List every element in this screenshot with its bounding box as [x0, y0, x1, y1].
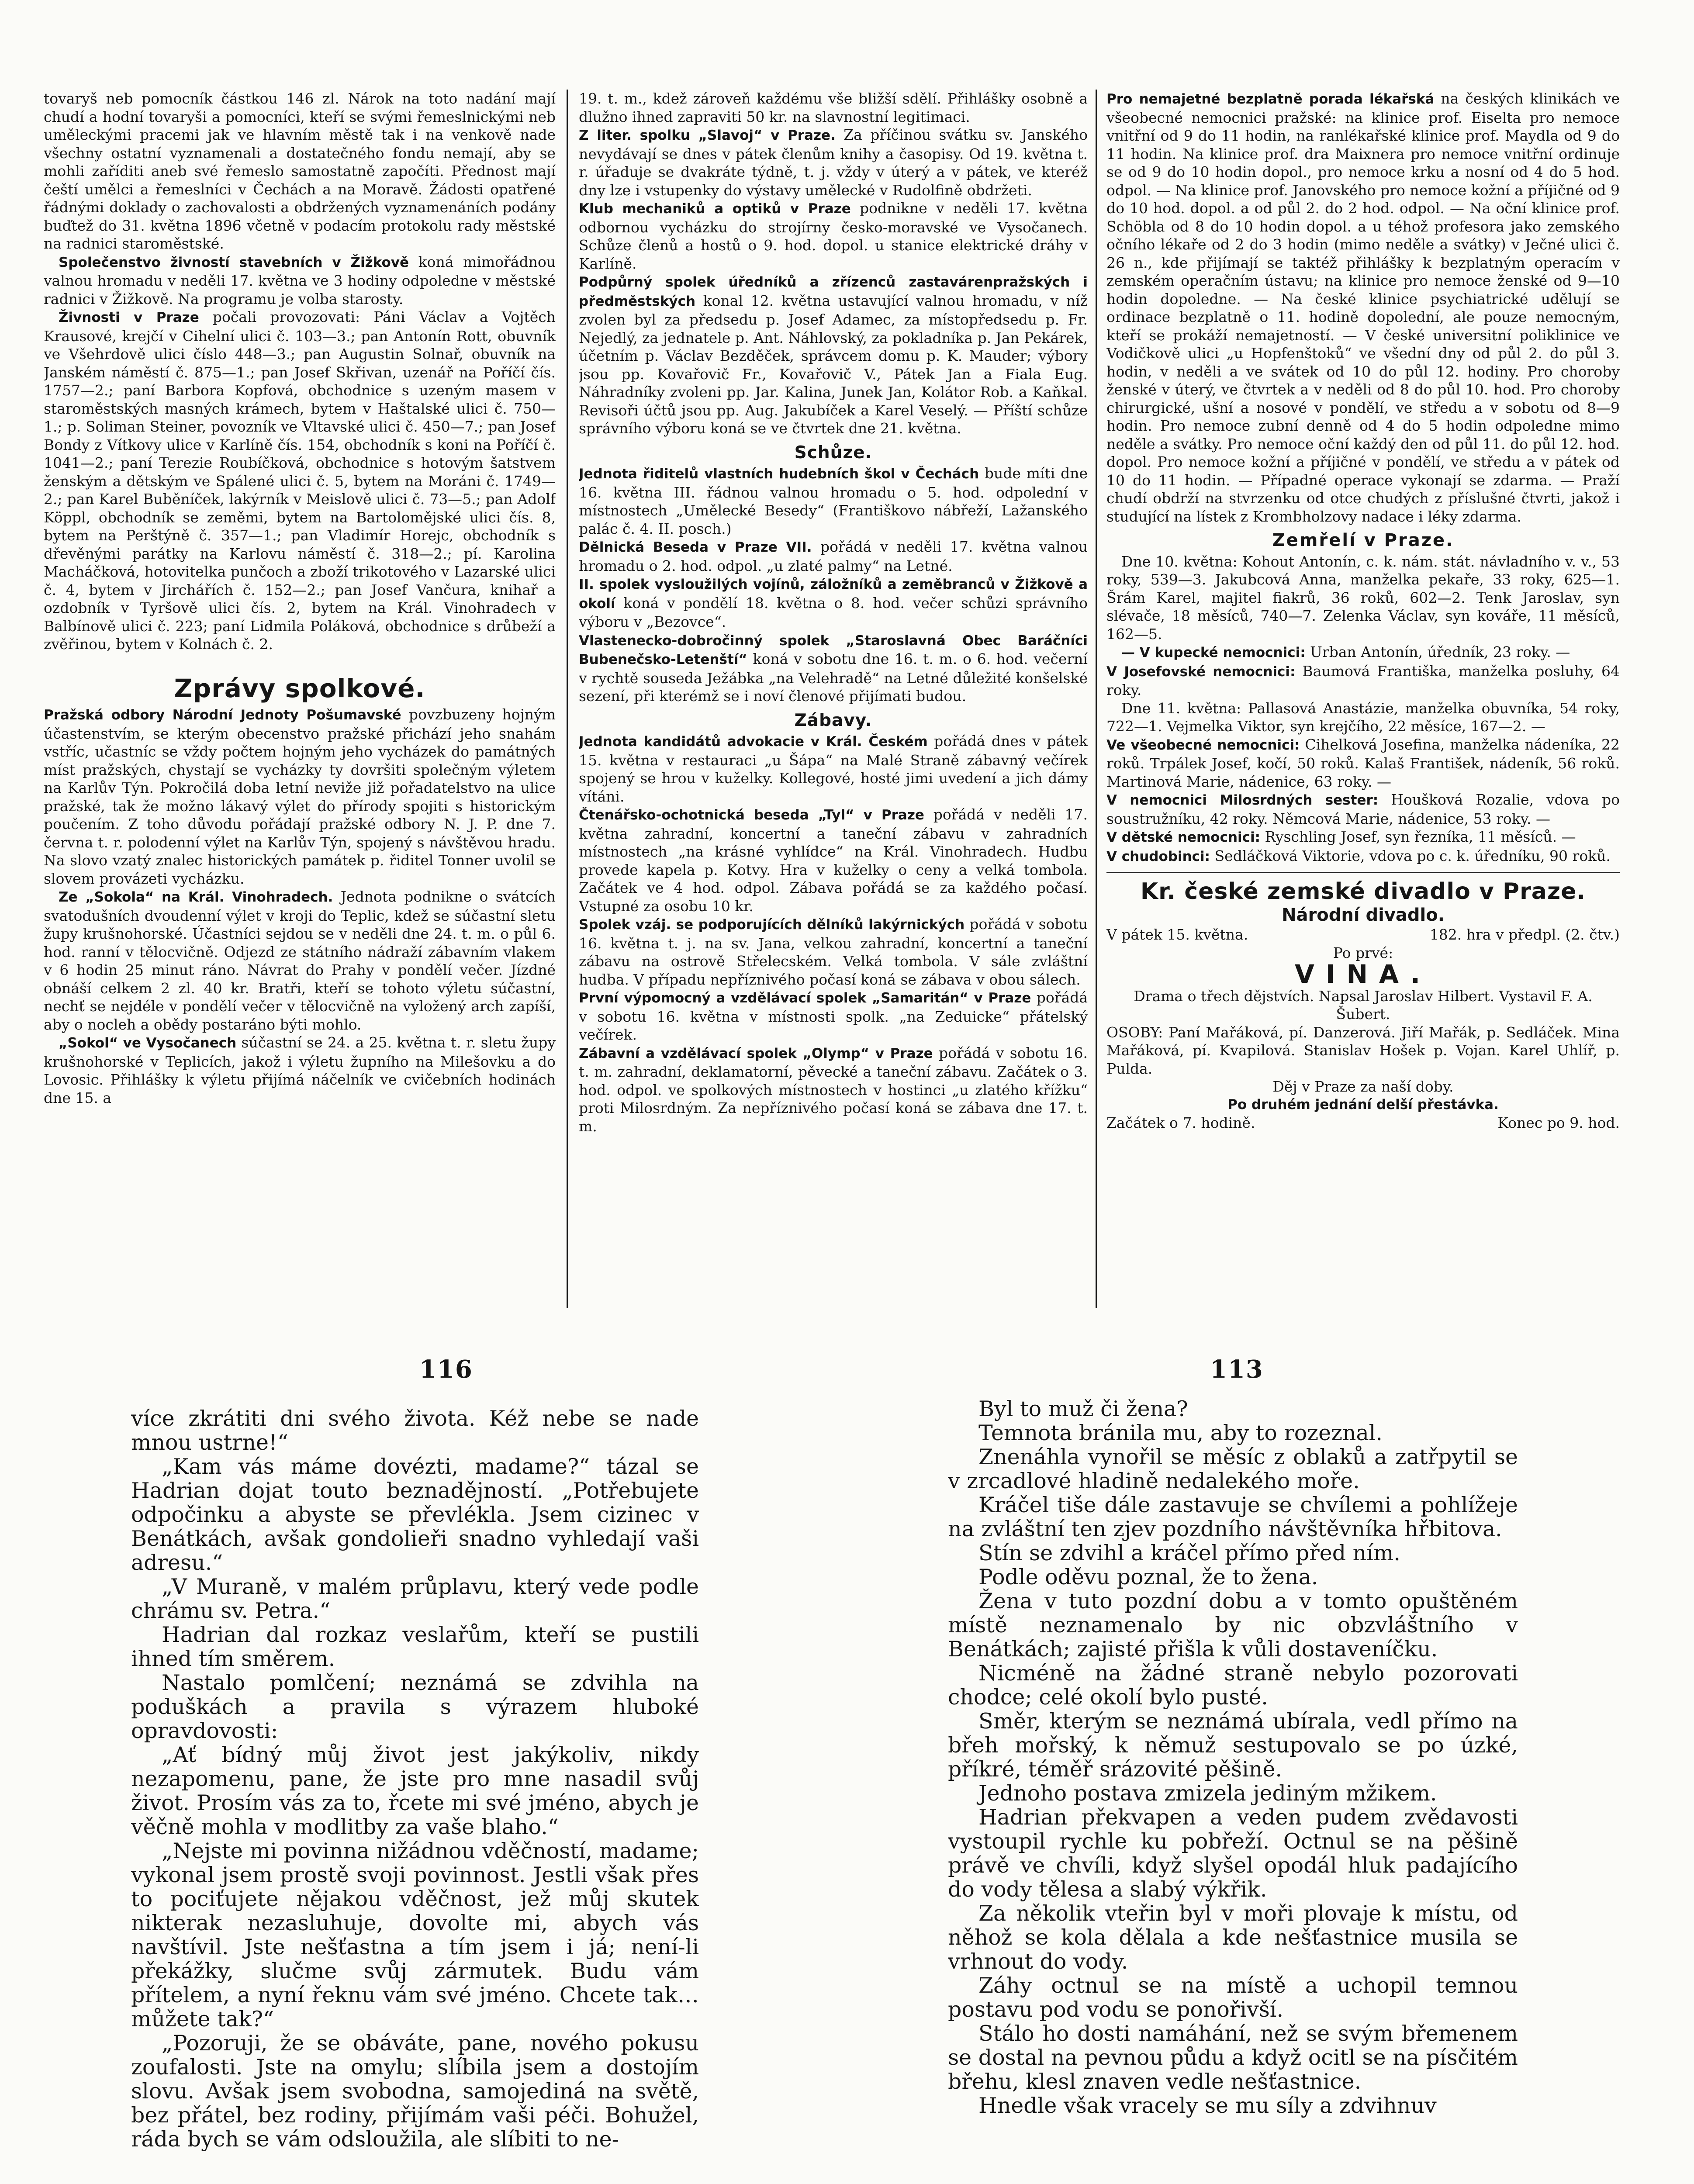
theatre-subtitle: Národní divadlo. — [1282, 905, 1445, 925]
section-heading: Schůze. — [794, 442, 872, 463]
news-item-heading: „Sokol“ ve Vysočanech — [59, 1035, 237, 1051]
novel-paragraph: Nicméně na žádné straně nebylo pozorovati chodce; celé okolí bylo pusté. — [948, 1661, 1518, 1710]
theatre-listing — [1106, 878, 1620, 1132]
news-item-heading: Vlastenecko-dobročinný spolek „Staroslavná Obec Baráčníci Bubenečsko-Letenští“ — [579, 632, 1088, 667]
news-column-3 — [1106, 90, 1620, 1330]
news-item-text: pořádá v neděli 17. května valnou hromadu o 2. hod. odpol. „u zlaté palmy“ na Letné. — [579, 538, 1088, 574]
news-item-heading: Jednota řiditelů vlastních hudebních škol v Čechách — [579, 466, 979, 482]
theatre-subscription: 182. hra v předpl. (2. čtv.) — [1429, 926, 1620, 943]
news-item-text: pořádá v neděli 17. května zahradní, koncertní a taneční zábavu v zahradních místnostech „na krásné vyhlídce“ na Král. Vinohradech. Hudbu provede kapela p. Kotvy. Hra v kuželky o ceny a velká tombola. Začátek ve 4 hod. odpol. Zábava pořádá se za každého počasí. Vstupné za osobu 10 kr. — [579, 806, 1088, 915]
news-item-heading: Živnosti v Praze — [59, 310, 199, 325]
news-item — [1106, 847, 1620, 866]
news-item — [1106, 662, 1620, 699]
novel-paragraph: Žena v tuto pozdní dobu a v tomto opuštěném místě neznamenalo by nic obzvláštního v Benátkách; zajisté přišla k vůli dostaveníčku. — [948, 1589, 1518, 1662]
theatre-rule — [1106, 872, 1620, 873]
novel-paragraph: Hnedle však vracely se mu síly a zdvihnuv — [978, 2093, 1437, 2118]
section-heading: Zábavy. — [794, 710, 872, 730]
news-item-text: koná mimořádnou valnou hromadu v neděli 17. května ve 3 hodiny odpoledne v městské radnici v Žižkově. Na programu je volba starosty. — [44, 253, 556, 308]
news-column-1 — [44, 90, 556, 1321]
news-item-text: Urban Antonín, úředník, 23 roky. — — [1305, 643, 1570, 660]
news-item — [44, 705, 556, 888]
novel-paragraph: Za několik vteřin byl v moři plovaje k místu, od něhož se kola dělala a kde nešťastnice musila se vrhnout do vody. — [948, 1901, 1518, 1974]
news-item-heading: První výpomocný a vzdělávací spolek „Samaritán“ v Praze — [579, 990, 1031, 1006]
novel-paragraph: Stálo ho dosti namáhání, než se svým břemenem se dostal na pevnou půdu a když ocitl se na písčitém břehu, klesl znaven vedle nešťastnice. — [948, 2021, 1518, 2094]
column-rule-2 — [1096, 90, 1097, 1308]
news-item — [44, 308, 556, 653]
novel-page-left — [131, 1406, 699, 2184]
news-item-heading: Zábavní a vzdělávací spolek „Olymp“ v Praze — [579, 1045, 933, 1061]
news-item — [44, 1033, 556, 1107]
play-times — [1106, 1114, 1620, 1132]
news-item — [579, 538, 1088, 575]
play-end: Konec po 9. hod. — [1497, 1114, 1620, 1131]
novel-paragraph: „V Muraně, v malém průplavu, který vede podle chrámu sv. Petra.“ — [131, 1574, 699, 1623]
novel-paragraph: Temnota bránila mu, aby to rozeznal. — [978, 1420, 1383, 1445]
theatre-premiere: Po prvé: — [1333, 944, 1393, 961]
novel-paragraph: Jednoho postava zmizela jediným mžikem. — [978, 1781, 1437, 1806]
news-item — [1106, 828, 1620, 847]
news-item — [579, 732, 1088, 805]
news-item-heading: Ze „Sokola“ na Král. Vinohradech. — [59, 889, 333, 905]
play-intermission: Po druhém jednání delší přestávka. — [1227, 1096, 1499, 1113]
news-item-heading: Klub mechaniků a optiků v Praze — [579, 201, 851, 217]
news-item — [1106, 699, 1620, 736]
news-column-3-text — [1106, 90, 1620, 866]
news-item-text: pořádá v sobotu 16. t. m. zahradní, deklamatorní, pěvecké a taneční zábavu. Začátek o 3. hod. odpol. ve spolkových místnostech v hostinci „u zlatého křížku“ proti Milosrdným. Za nepříznivého počasí koná se zábava dne 17. t. m. — [579, 1044, 1088, 1135]
news-item-heading: V chudobinci: — [1106, 848, 1210, 864]
play-setting: Děj v Praze za naší doby. — [1272, 1078, 1454, 1095]
news-item-text: počali provozovati: Páni Václav a Vojtěch Krausové, krejčí v Cihelní ulici č. 103—3.; pan Antonín Rott, obuvník ve Všehrdově ulici číslo 448—3.; pan Augustin Solnař, obuvník na Janském náměstí č. 875—1.; pan Josef Skřivan, uzenář na Poříčí čís. 1757—2.; paní Barbora Kopfová, obchodnice s uzeným masem v staroměstských masných krámech, bytem v Haštalské ulici č. 750—1.; p. Soliman Steiner, povozník ve Vltavské ulici č. 450—7.; pan Josef Bondy z Vítkovy ulice v Karlíně čís. 154, obchodník s koni na Poříčí č. 1041—2.; paní Terezie Roubíčková, obchodnice s hotovým šatstvem ženským a dětským ve Spálené ulici č. 5, bytem na Moráni č. 1749—2.; pan Karel Buběníček, lakýrník v Meislově ulici č. 73—5.; pan Adolf Köppl, obchodník se zeměmi, bytem na Bartolomějské ulici čís. 8, bytem na Perštýně č. 357—1.; pan Vladimír Horejc, obchodník s dřevěnými parátky na Karlovu náměstí č. 318—2.; pí. Karolina Macháčková, hotovitelka punčoch a zboží trikotového v Lazarské ulici č. 4, bytem v Jirchářích č. 152—2.; pan Josef Vančura, knihař a ozdobník v Tyršově ulici čís. 2, bytem na Král. Vinohradech v Balbínově ulici č. 223; paní Lidmila Poláková, obchodnice s drůbeží a zvěřinou, bytem v Kolnách č. 2. — [44, 308, 556, 653]
novel-paragraph: Hadrian překvapen a veden pudem zvědavosti vystoupil rychle ku pobřeží. Octnul se na pěšině právě ve chvíli, když slyšel opodál hluk padajícího do vody tělesa a slabý výkřik. — [948, 1805, 1518, 1902]
novel-paragraph: Byl to muž či žena? — [978, 1397, 1188, 1421]
news-item-text: Jednota podnikne o svátcích svatodušních dvoudenní výlet v kroji do Teplic, kdež se súčastní sletu župy krušnohorské. Účastníci sejdou se v neděli dne 24. t. m. o půl 6. hod. ranní v tělocvičně. Odjezd ze státního nádraží zábavním vlakem v 6 hodin 25 minut ráno. Návrat do Prahy v pondělí večer. Jízdné obnáší celkem 2 zl. 40 kr. Bratři, kteří se tohoto výletu súčastní, nechť se nejdéle v pondělí večer v tělocvičně na vyložený arch zapíší, aby o nocleh a obědy postaráno býti mohlo. — [44, 888, 556, 1033]
play-cast: OSOBY: Paní Mařáková, pí. Danzerová. Jiří Mařák, p. Sedláček. Mina Mařáková, pí. Kvapilová. Stanislav Hošek p. Vojan. Karel Uhlíř, p. Pulda. — [1106, 1023, 1620, 1077]
news-item-heading: V dětské nemocnici: — [1106, 829, 1261, 845]
page-number-right: 113 — [1210, 1355, 1264, 1384]
news-item-heading: Dělnická Beseda v Praze VII. — [579, 539, 812, 555]
novel-paragraph: více zkrátiti dni svého života. Kéž nebe se nade mnou ustrne!“ — [131, 1406, 699, 1455]
news-item-heading: — V kupecké nemocnici: — [1121, 645, 1306, 660]
news-item-heading: Spolek vzáj. se podporujících dělníků lakýrnických — [579, 917, 965, 933]
news-item — [579, 1044, 1088, 1136]
novel-paragraph: „Kam vás máme dovézti, madame?“ tázal se Hadrian dojat touto beznadějností. „Potřebujete odpočinku a abyste se převlékla. Jsem cizinec v Benátkách, avšak gondolieři snadno vyhledají vaši adresu.“ — [131, 1454, 699, 1575]
news-item — [44, 90, 556, 253]
news-item-text: na českých klinikách ve všeobecné nemocnici pražské: na klinice prof. Eiselta pro nemoce vnitřní od 9 do 11 hodin, na ranlékařské klinice prof. Maydla od 9 do 11 hodin. Na klinice prof. dra Maixnera pro nemoce vnitřní ordinuje se od 9 do 10 hodin dopol., pro nemoce krku a nosní od 4 do 5 hod. odpol. — Na klinice prof. Janovského pro nemoce kožní a příjičné od 9 do 10 hod. dopol. a od půl 2. do 2 hod. odpol. — Na oční klinice prof. Schöbla od 8 do 10 hodin dopol. a u téhož profesora jako zemského očního lékaře od 2 do 3 hodin (mimo neděle a svátky) v Ječné ulici č. 26 n., kde přijímají se taktéž přihlášky k bezplatným operacím v zemském operačním ústavu; na klinice pro nemoce ženské od 9—10 hodin dopoledne. — Na české klinice psychiatrické udělují se ordinace bezplatně o 11. hodině dopolední, ale pouze nemocným, kteří se prokáží nemajetností. — V české universitní poliklinice ve Vodičkově ulici „u Hopfenštoků“ ve všední dny od půl 2. do půl 3. hodin, v neděli a ve svátek od 10 do půl 12. hodiny. Pro choroby ženské v úterý, ve čtvrtek a v neděli od 8 do půl 10. hod. Pro choroby chirurgické, ušní a nosové v pondělí, ve středu a v sobotu od 8—9 hodin. Pro nemoce zubní denně od 4 do 5 hodin odpoledne mimo neděle a svátky. Pro nemoce oční každý den od půl 11. do půl 12. hod. dopol. Pro nemoce kožní a příjičné v pondělí, ve středu a v pátek od 10 do 11 hodin. — Případné operace vykonají se zdarma. — Praží chudí obdrží na stvrzenku od otce chudých z příslušné čtvrti, jakož i studující na lístek z Krombholzovy nadace i léky zdarma. — [1106, 90, 1620, 525]
news-item-text: koná v pondělí 18. května o 8. hod. večer schůzi správního výboru v „Bezovce“. — [579, 594, 1088, 630]
novel-paragraph: „Pozoruji, že se obáváte, pane, nového pokusu zoufalosti. Jste na omylu; slíbila jsem a dostojím slovu. Avšak jsem svobodna, samojediná na světě, bez přátel, bez rodiny, přijímám vaši péči. Bohužel, ráda bych se vám odsloužila, ale slíbiti to ne- — [131, 2031, 699, 2152]
news-item-heading: Jednota kandidátů advokacie v Král. Českém — [579, 734, 928, 750]
news-item-heading: Pro nemajetné bezplatně porada lékařská — [1106, 91, 1435, 107]
novel-paragraph: Znenáhla vynořil se měsíc z oblaků a zatřpytil se v zrcadlové hladině nedalekého moře. — [948, 1444, 1518, 1493]
page-number-left: 116 — [419, 1355, 473, 1384]
news-item-text: pořádá dnes v pátek 15. května v restauraci „u Šápa“ na Malé Straně zábavný večírek spojený se hrou v kuželky. Kollegové, hosté jimi uvedení a jich dámy vítáni. — [579, 733, 1088, 805]
news-item-text: koná v sobotu dne 16. t. m. o 6. hod. večerní v rychtě souseda Ježábka „na Velehradě“ na Letné důležité konšelské sezení, při kterémž se i noví členové přijímati budou. — [579, 650, 1088, 705]
news-item-text: Sedláčková Viktorie, vdova po c. k. úředníku, 90 roků. — [1210, 847, 1611, 864]
news-item-text: pořádá v sobotu 16. května v místnosti spolk. „na Zeduicke“ přátelský večírek. — [579, 989, 1088, 1043]
news-item-heading: Z liter. spolku „Slavoj“ v Praze. — [579, 128, 836, 143]
news-item-heading: Společenstvo živností stavebních v Žižkově — [59, 254, 409, 270]
news-item-text: súčastní se 24. a 25. května t. r. sletu župy krušnohorské v Teplicích, jakož i výletu župního na Milešovku a do Lovosic. Přihlášky k výletu přijímá náčelník ve cvičebních hodinách dne 15. a — [44, 1034, 556, 1106]
news-item — [579, 575, 1088, 631]
news-item-text: konal 12. května ustavující valnou hromadu, v níž zvolen byl za předsedu p. Josef Adamec, za místopředsedu p. Fr. Nejedlý, za jednatele p. Ant. Náhlovský, za pokladníka p. Jan Pekárek, účetním p. Václav Bezděček, správcem domu p. K. Mauder; výbory jsou pp. Kovařovič Fr., Kovařovič V., Pátek Jan a Fiala Eug. Náhradníky zvoleni pp. Jar. Kalina, Junek Jan, Kolátor Rob. a Kaňkal. Revisoři účtů jsou pp. Aug. Jakubíček a Karel Veselý. — Příští schůze správního výboru koná se ve čtvrtek dne 21. května. — [579, 292, 1088, 437]
news-item-text: Houšková Rozalie, vdova po soustružníku, 42 roky. Němcová Marie, nádenice, 53 roky. — — [1106, 791, 1620, 827]
news-item — [579, 126, 1088, 199]
news-item — [579, 805, 1088, 915]
novel-paragraph: Podle oděvu poznal, že to žena. — [978, 1565, 1318, 1590]
news-item — [579, 631, 1088, 705]
news-item — [44, 888, 556, 1033]
news-item-text: Dne 10. května: Kohout Antonín, c. k. nám. stát. návladního v. v., 53 roky, 539—3. Jakubcová Anna, manželka pekaře, 33 roky, 625—1. Šrám Karel, majitel fiakrů, 36 roků, 602—2. Tenk Jaroslav, syn slévače, 18 měsíců, 740—7. Zelenka Václav, syn kováře, 11 měsíců, 162—5. — [1106, 553, 1620, 643]
news-item-text: Dne 11. května: Pallasová Anastázie, manželka obuvníka, 54 roky, 722—1. Vejmelka Viktor, syn krejčího, 22 měsíce, 167—2. — — [1106, 699, 1620, 735]
news-item — [1106, 553, 1620, 643]
news-item — [579, 915, 1088, 988]
news-item-text: Ryschling Josef, syn řezníka, 11 měsíců. — — [1260, 828, 1576, 845]
news-item-heading: V nemocnici Milosrdných sester: — [1106, 792, 1379, 808]
news-item-text: bude míti dne 16. května III. řádnou valnou hromadu o 5. hod. odpolední v místnostech „Umělecké Besedy“ (Františkovo nábřeží, Lažanského palác č. 4. II. posch.) — [579, 465, 1088, 537]
news-item-text: povzbuzeny hojným účastenstvím, se kterým obecenstvo pražské přichází jeho snahám vstříc, učastníc se vždy počtem hojným jeho vycházek do památných míst pražských, chystají se vycházky ty dovršiti společným výletem na Karlův Týn. Pokročilá doba letní neviže již pořadatelstvo na ulice pražské, tak že možno lákavý výlet do přírody spojiti s historickým poučením. Z toho důvodu pořádají pražské odbory N. J. P. dne 7. června t. r. polodenní výlet na Karlův Týn, spojený s návštěvou hradu. Na slovo vzatý znalec historických památek p. řiditel Tonner uvolil se slovem provázeti vycházku. — [44, 706, 556, 887]
news-item-heading: II. spolek vysloužilých vojínů, záložníků a zeměbranců v Žižkově a okolí — [579, 577, 1088, 612]
news-item — [44, 253, 556, 308]
section-heading: Zprávy spolkové. — [174, 673, 425, 703]
news-item-text: Cihelková Josefina, manželka nádeníka, 22 roků. Trpálek Josef, kočí, 50 roků. Kalaš František, nádeník, 56 roků. Martinová Marie, nádenice, 63 roky. — — [1106, 736, 1620, 790]
news-column-2 — [579, 90, 1088, 1321]
news-item — [1106, 791, 1620, 828]
theatre-title: Kr. české zemské divadlo v Praze. — [1140, 878, 1586, 905]
theatre-date-row — [1106, 926, 1620, 944]
news-item-text: 19. t. m., kdež zároveň každému vše bližší sdělí. Přihlášky osobně a dlužno ihned zapraviti 50 kr. na slavnostní legitimaci. — [579, 90, 1088, 125]
play-start: Začátek o 7. hodině. — [1106, 1114, 1255, 1131]
news-item-heading: Čtenářsko-ochotnická beseda „Tyl“ v Praze — [579, 807, 924, 823]
news-item-heading: V Josefovské nemocnici: — [1106, 663, 1296, 680]
news-item-text: pořádá v sobotu 16. května t. j. na sv. Jana, velkou zahradní, koncertní a taneční zábavu na ostrově Střelecském. Velká tombola. V sále zvláštní hudba. V případu nepříznivého počasí koná se zábava v obou sálech. — [579, 916, 1088, 988]
news-item — [579, 273, 1088, 438]
section-heading: Zemřelí v Praze. — [1272, 530, 1454, 550]
novel-page-right — [948, 1397, 1518, 2184]
novel-paragraph: Kráčel tiše dále zastavuje se chvílemi a pohlížeje na zvláštní ten zjev pozdního návštěvníka hřbitova. — [948, 1493, 1518, 1541]
news-item-text: tovaryš neb pomocník částkou 146 zl. Nárok na toto nadání mají chudí a hodní tovaryši a pomocníci, kteří se svými řemeslnickými neb uměleckými pracemi jak ve hlavním městě tak i na venkově nade všechny ostatní vyznamenali a dostatečného fondu nemají, aby se mohli zaříditi aneb své řemeslo samostatně započíti. Přednost mají čeští umělci a řemeslníci v Čechách a na Moravě. Žádosti opatřené řádnými doklady o zachovalosti a obdržených vyznamenáních podány buďtež do 31. května 1896 včetně v podacím protokolu rady městské na radnici staroměstské. — [44, 90, 556, 252]
news-item — [1106, 643, 1620, 662]
news-item-text: Za příčinou svátku sv. Janského nevydávají se dnes v pátek členům knihy a časopisy. Od 19. května t. r. úřaduje se dvakráte týdně, t. j. vždy v úterý a v pátek, ve kteréž dny lze i vstupenky do výstavy umělecké v Rudolfině obdržeti. — [579, 126, 1088, 199]
news-item-heading: Ve všeobecné nemocnici: — [1106, 737, 1300, 753]
news-item — [579, 90, 1088, 126]
play-title: VINA. — [1294, 959, 1431, 989]
novel-paragraph: Záhy octnul se na místě a uchopil temnou postavu pod vodu se ponořivší. — [948, 1973, 1518, 2022]
news-item — [579, 199, 1088, 273]
novel-paragraph: Hadrian dal rozkaz veslařům, kteří se pustili ihned tím směrem. — [131, 1622, 699, 1671]
news-item — [1106, 736, 1620, 791]
novel-paragraph: Nastalo pomlčení; neznámá se zdvihla na poduškách a pravila s výrazem hluboké opravdovosti: — [131, 1670, 699, 1743]
news-item — [1106, 90, 1620, 525]
column-rule-1 — [567, 90, 568, 1308]
novel-paragraph: „Nejste mi povinna nižádnou vděčností, madame; vykonal jsem prostě svoji povinnost. Jestli však přes to pociťujete nějakou vděčnost, jež můj skutek nikterak nezasluhuje, dovolte mi, abych vás navštívil. Jste nešťastna a tím jsem i já; není-li překážky, slučme svůj zármutek. Budu vám přítelem, a nyní řeknu vám své jméno. Chcete tak… můžete tak?“ — [131, 1838, 699, 2032]
novel-paragraph: Směr, kterým se neznámá ubírala, vedl přímo na břeh mořský, k němuž sestupovalo se po úzké, příkré, téměř srázovité pěšině. — [948, 1709, 1518, 1782]
novel-paragraph: „Ať bídný můj život jest jakýkoliv, nikdy nezapomenu, pane, že jste pro mne nasadil svůj život. Prosím vás za to, řcete mi své jméno, abych je věčně mohla v modlitby za vaše blaho.“ — [131, 1742, 699, 1839]
novel-paragraph: Stín se zdvihl a kráčel přímo před ním. — [978, 1541, 1400, 1565]
play-description: Drama o třech dějstvích. Napsal Jaroslav Hilbert. Vystavil F. A. Šubert. — [1134, 987, 1593, 1023]
news-item-heading: Podpůrný spolek úředníků a zřízenců zastavárenpražských i předměstských — [579, 274, 1088, 309]
news-item-heading: Pražská odbory Národní Jednoty Pošumavské — [44, 707, 401, 723]
news-item-text: Baumová Františka, manželka posluhy, 64 roky. — [1106, 662, 1620, 698]
news-item-text: podnikne v neděli 17. května odbornou vycházku do strojírny česko-moravské ve Vysočanech. Schůze členů a hostů o 9. hod. dopol. u stanice elektrické dráhy v Karlíně. — [579, 200, 1088, 272]
news-item — [579, 464, 1088, 538]
theatre-date: V pátek 15. května. — [1106, 926, 1248, 943]
news-item — [579, 988, 1088, 1044]
